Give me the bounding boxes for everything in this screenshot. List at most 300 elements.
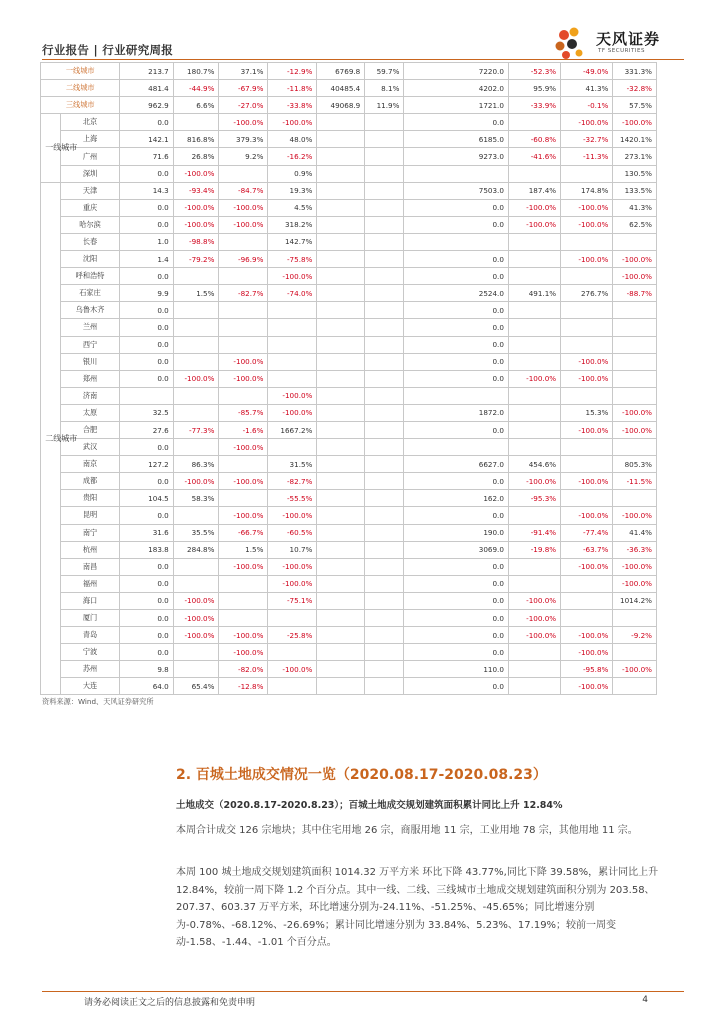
table-row xyxy=(41,165,657,182)
table-row xyxy=(41,370,657,387)
table-cell: -100.0% xyxy=(219,473,268,490)
table-cell xyxy=(365,285,404,302)
table-cell: 7503.0 xyxy=(404,182,508,199)
table-cell: 174.8% xyxy=(561,182,613,199)
table-cell: -100.0% xyxy=(613,661,657,678)
table-cell: -95.3% xyxy=(508,490,560,507)
table-cell: -100.0% xyxy=(508,216,560,233)
table-cell xyxy=(404,233,508,250)
table-cell: -75.1% xyxy=(268,592,317,609)
table-cell: -100.0% xyxy=(173,165,219,182)
table-cell: -100.0% xyxy=(268,404,317,421)
table-cell: -100.0% xyxy=(219,627,268,644)
section-title: 2. 百城土地成交情况一览（2020.08.17-2020.08.23） xyxy=(176,767,547,783)
table-cell: 127.2 xyxy=(120,456,173,473)
table-cell: -100.0% xyxy=(613,404,657,421)
city-land-table xyxy=(40,62,657,695)
table-cell xyxy=(317,251,365,268)
table-cell xyxy=(317,148,365,165)
table-cell: 9.2% xyxy=(219,148,268,165)
table-cell: -82.0% xyxy=(219,661,268,678)
logo-subtitle: TF SECURITIES xyxy=(598,48,645,54)
row-city-label: 西宁 xyxy=(60,336,120,353)
table-cell: -100.0% xyxy=(561,558,613,575)
table-cell: 9273.0 xyxy=(404,148,508,165)
table-cell xyxy=(365,370,404,387)
table-cell xyxy=(365,644,404,661)
table-cell: -85.7% xyxy=(219,404,268,421)
table-cell: 0.0 xyxy=(404,251,508,268)
table-cell: -25.8% xyxy=(268,627,317,644)
table-cell xyxy=(317,661,365,678)
table-cell: -100.0% xyxy=(508,627,560,644)
table-row xyxy=(41,456,657,473)
table-cell: 41.3% xyxy=(613,199,657,216)
table-cell xyxy=(173,439,219,456)
table-cell: 0.0 xyxy=(404,507,508,524)
table-row xyxy=(41,627,657,644)
table-cell: -100.0% xyxy=(219,644,268,661)
table-cell: -32.7% xyxy=(561,131,613,148)
table-cell xyxy=(508,558,560,575)
table-cell xyxy=(365,558,404,575)
table-cell xyxy=(365,473,404,490)
table-cell: 0.0 xyxy=(404,575,508,592)
table-cell: -100.0% xyxy=(268,114,317,131)
table-cell xyxy=(173,387,219,404)
table-cell xyxy=(317,439,365,456)
row-city-label: 杭州 xyxy=(60,541,120,558)
table-cell: 187.4% xyxy=(508,182,560,199)
table-cell: -82.7% xyxy=(219,285,268,302)
table-row xyxy=(41,387,657,404)
table-row xyxy=(41,439,657,456)
table-cell: -100.0% xyxy=(173,370,219,387)
table-cell: 0.0 xyxy=(404,216,508,233)
table-cell xyxy=(317,644,365,661)
table-cell xyxy=(508,661,560,678)
table-cell xyxy=(317,336,365,353)
logo-name: 天风证券 xyxy=(596,30,661,48)
table-row xyxy=(41,302,657,319)
row-city-label: 昆明 xyxy=(60,507,120,524)
table-row xyxy=(41,490,657,507)
table-cell xyxy=(219,336,268,353)
table-row xyxy=(41,251,657,268)
table-cell xyxy=(613,439,657,456)
table-cell: 0.0 xyxy=(120,336,173,353)
table-cell: -100.0% xyxy=(613,268,657,285)
table-cell: -100.0% xyxy=(613,558,657,575)
table-cell: 15.3% xyxy=(561,404,613,421)
table-cell: 7220.0 xyxy=(404,63,508,80)
table-row xyxy=(41,148,657,165)
row-city-label: 一线城市 xyxy=(41,63,120,80)
table-cell: -60.8% xyxy=(508,131,560,148)
table-cell xyxy=(317,610,365,627)
table-cell xyxy=(561,233,613,250)
table-row xyxy=(41,114,657,131)
row-city-label: 济南 xyxy=(60,387,120,404)
table-row xyxy=(41,421,657,438)
table-cell xyxy=(317,131,365,148)
table-cell: 0.9% xyxy=(268,165,317,182)
table-cell xyxy=(365,199,404,216)
table-cell xyxy=(268,610,317,627)
table-row xyxy=(41,592,657,609)
table-cell xyxy=(561,610,613,627)
table-cell: 284.8% xyxy=(173,541,219,558)
table-cell: 0.0 xyxy=(120,353,173,370)
table-cell: 1.0 xyxy=(120,233,173,250)
table-cell: -100.0% xyxy=(219,114,268,131)
table-cell xyxy=(317,182,365,199)
row-city-label: 长春 xyxy=(60,233,120,250)
row-city-label: 郑州 xyxy=(60,370,120,387)
table-row xyxy=(41,404,657,421)
table-row xyxy=(41,353,657,370)
table-cell: -100.0% xyxy=(508,370,560,387)
table-cell: -100.0% xyxy=(219,216,268,233)
table-cell xyxy=(613,233,657,250)
table-cell: -91.4% xyxy=(508,524,560,541)
table-cell: 26.8% xyxy=(173,148,219,165)
table-cell: 6185.0 xyxy=(404,131,508,148)
table-cell: -1.6% xyxy=(219,421,268,438)
table-cell: 0.0 xyxy=(404,319,508,336)
table-cell xyxy=(317,558,365,575)
table-cell: -100.0% xyxy=(219,370,268,387)
row-city-label: 太原 xyxy=(60,404,120,421)
row-city-label: 北京 xyxy=(60,114,120,131)
table-row xyxy=(41,233,657,250)
table-cell: -67.9% xyxy=(219,80,268,97)
table-cell: -93.4% xyxy=(173,182,219,199)
table-row xyxy=(41,182,657,199)
table-cell: -100.0% xyxy=(508,473,560,490)
table-cell xyxy=(508,404,560,421)
table-cell: 95.9% xyxy=(508,80,560,97)
table-cell: 0.0 xyxy=(120,644,173,661)
row-city-label: 成都 xyxy=(60,473,120,490)
table-cell: 1721.0 xyxy=(404,97,508,114)
table-row xyxy=(41,80,657,97)
table-cell xyxy=(561,319,613,336)
table-cell: 0.0 xyxy=(120,216,173,233)
table-cell: -11.5% xyxy=(613,473,657,490)
table-cell: -100.0% xyxy=(613,575,657,592)
table-cell xyxy=(365,336,404,353)
table-cell xyxy=(219,268,268,285)
table-cell: -0.1% xyxy=(561,97,613,114)
table-cell xyxy=(317,233,365,250)
row-city-label: 青岛 xyxy=(60,627,120,644)
table-cell xyxy=(508,678,560,695)
table-cell: 962.9 xyxy=(120,97,173,114)
table-cell: 1.5% xyxy=(219,541,268,558)
table-row xyxy=(41,63,657,80)
table-cell: 0.0 xyxy=(120,370,173,387)
table-cell: -75.8% xyxy=(268,251,317,268)
row-city-label: 贵阳 xyxy=(60,490,120,507)
table-cell xyxy=(317,456,365,473)
source-note: 资料来源：Wind、天风证券研究所 xyxy=(42,697,154,706)
table-cell xyxy=(173,661,219,678)
table-cell xyxy=(365,148,404,165)
table-cell: -11.3% xyxy=(561,148,613,165)
table-cell xyxy=(561,302,613,319)
table-cell: 11.9% xyxy=(365,97,404,114)
table-cell: -100.0% xyxy=(508,592,560,609)
table-cell xyxy=(219,302,268,319)
table-cell: 31.5% xyxy=(268,456,317,473)
table-cell xyxy=(365,268,404,285)
table-cell xyxy=(365,541,404,558)
row-city-label: 三线城市 xyxy=(41,97,120,114)
table-row xyxy=(41,678,657,695)
table-cell: 31.6 xyxy=(120,524,173,541)
table-cell: -100.0% xyxy=(268,558,317,575)
table-cell xyxy=(404,439,508,456)
group-label xyxy=(41,182,78,695)
table-cell: 0.0 xyxy=(404,558,508,575)
table-cell: 0.0 xyxy=(404,644,508,661)
table-cell: -33.9% xyxy=(508,97,560,114)
table-cell xyxy=(365,404,404,421)
table-cell: 454.6% xyxy=(508,456,560,473)
table-cell: 48.0% xyxy=(268,131,317,148)
table-cell xyxy=(317,114,365,131)
row-city-label: 银川 xyxy=(60,353,120,370)
table-cell xyxy=(613,678,657,695)
table-cell xyxy=(317,627,365,644)
table-cell: -44.9% xyxy=(173,80,219,97)
table-cell xyxy=(508,439,560,456)
table-cell: 6769.8 xyxy=(317,63,365,80)
table-cell: 0.0 xyxy=(404,421,508,438)
table-cell: -9.2% xyxy=(613,627,657,644)
table-cell xyxy=(508,575,560,592)
table-cell: -95.8% xyxy=(561,661,613,678)
table-cell: 8.1% xyxy=(365,80,404,97)
table-cell xyxy=(219,610,268,627)
table-cell xyxy=(365,421,404,438)
table-cell xyxy=(317,319,365,336)
table-cell: -77.3% xyxy=(173,421,219,438)
table-cell: 1420.1% xyxy=(613,131,657,148)
table-cell: 0.0 xyxy=(404,199,508,216)
table-cell xyxy=(508,421,560,438)
table-cell: -16.2% xyxy=(268,148,317,165)
table-cell: 162.0 xyxy=(404,490,508,507)
table-cell: 481.4 xyxy=(120,80,173,97)
table-cell xyxy=(613,387,657,404)
table-cell xyxy=(219,575,268,592)
table-cell: -100.0% xyxy=(561,353,613,370)
table-cell xyxy=(317,199,365,216)
table-cell: 40485.4 xyxy=(317,80,365,97)
table-cell xyxy=(561,490,613,507)
table-cell xyxy=(365,627,404,644)
table-cell xyxy=(219,592,268,609)
table-cell xyxy=(268,353,317,370)
table-cell: -100.0% xyxy=(219,353,268,370)
table-cell: 19.3% xyxy=(268,182,317,199)
table-cell xyxy=(317,541,365,558)
table-cell xyxy=(365,678,404,695)
table-cell: 0.0 xyxy=(120,473,173,490)
table-cell xyxy=(268,678,317,695)
table-cell xyxy=(268,319,317,336)
table-cell: -100.0% xyxy=(219,507,268,524)
table-cell: 0.0 xyxy=(120,575,173,592)
table-row xyxy=(41,644,657,661)
table-cell: -100.0% xyxy=(561,199,613,216)
table-cell: 64.0 xyxy=(120,678,173,695)
table-cell: 2524.0 xyxy=(404,285,508,302)
table-cell xyxy=(317,165,365,182)
table-cell: -32.8% xyxy=(613,80,657,97)
table-cell: 142.7% xyxy=(268,233,317,250)
table-cell xyxy=(173,114,219,131)
table-cell: -100.0% xyxy=(268,268,317,285)
table-cell xyxy=(365,216,404,233)
table-cell: -60.5% xyxy=(268,524,317,541)
table-cell: 4.5% xyxy=(268,199,317,216)
table-cell: -100.0% xyxy=(508,610,560,627)
table-row xyxy=(41,268,657,285)
table-cell: -100.0% xyxy=(561,507,613,524)
table-row xyxy=(41,541,657,558)
table-cell: -41.6% xyxy=(508,148,560,165)
table-cell: -100.0% xyxy=(561,251,613,268)
table-cell: 9.8 xyxy=(120,661,173,678)
table-cell xyxy=(365,302,404,319)
footer-divider xyxy=(42,991,684,992)
table-cell: -88.7% xyxy=(613,285,657,302)
row-city-label: 广州 xyxy=(60,148,120,165)
row-city-label: 沈阳 xyxy=(60,251,120,268)
row-city-label: 哈尔滨 xyxy=(60,216,120,233)
row-city-label: 乌鲁木齐 xyxy=(60,302,120,319)
table-cell: 0.0 xyxy=(404,610,508,627)
table-cell: 213.7 xyxy=(120,63,173,80)
table-cell: 62.5% xyxy=(613,216,657,233)
table-cell: 58.3% xyxy=(173,490,219,507)
table-cell: -100.0% xyxy=(173,199,219,216)
table-cell xyxy=(268,302,317,319)
row-city-label: 二线城市 xyxy=(41,80,120,97)
table-cell xyxy=(365,319,404,336)
table-cell: -100.0% xyxy=(173,216,219,233)
table-cell xyxy=(508,165,560,182)
table-cell: -100.0% xyxy=(613,114,657,131)
table-cell: -98.8% xyxy=(173,233,219,250)
table-cell xyxy=(561,456,613,473)
table-cell: 180.7% xyxy=(173,63,219,80)
table-cell xyxy=(365,490,404,507)
table-cell xyxy=(561,165,613,182)
table-cell: 0.0 xyxy=(120,592,173,609)
table-cell xyxy=(508,114,560,131)
table-cell: 0.0 xyxy=(120,627,173,644)
table-cell: -100.0% xyxy=(219,439,268,456)
table-cell: 0.0 xyxy=(404,678,508,695)
row-city-label: 宁波 xyxy=(60,644,120,661)
table-cell xyxy=(613,610,657,627)
table-cell: 0.0 xyxy=(120,507,173,524)
table-cell: 183.8 xyxy=(120,541,173,558)
table-cell: 27.6 xyxy=(120,421,173,438)
table-cell xyxy=(508,644,560,661)
table-cell: -100.0% xyxy=(173,610,219,627)
table-cell xyxy=(317,473,365,490)
table-cell: 3069.0 xyxy=(404,541,508,558)
table-cell: 0.0 xyxy=(404,370,508,387)
table-cell xyxy=(219,387,268,404)
table-cell: 805.3% xyxy=(613,456,657,473)
table-row xyxy=(41,473,657,490)
table-row xyxy=(41,558,657,575)
row-city-label: 兰州 xyxy=(60,319,120,336)
table-cell xyxy=(561,575,613,592)
table-cell: -100.0% xyxy=(561,421,613,438)
report-header-title: 行业报告 | 行业研究周报 xyxy=(42,43,174,57)
table-cell: 49068.9 xyxy=(317,97,365,114)
table-cell xyxy=(317,490,365,507)
row-city-label: 武汉 xyxy=(60,439,120,456)
table-cell xyxy=(317,575,365,592)
table-cell xyxy=(508,387,560,404)
table-cell: -100.0% xyxy=(268,575,317,592)
table-cell xyxy=(268,439,317,456)
table-row xyxy=(41,199,657,216)
table-cell: 10.7% xyxy=(268,541,317,558)
table-cell: 0.0 xyxy=(120,439,173,456)
table-cell: 0.0 xyxy=(120,610,173,627)
table-cell: -12.9% xyxy=(268,63,317,80)
table-cell: 59.7% xyxy=(365,63,404,80)
table-cell xyxy=(219,490,268,507)
table-cell: -100.0% xyxy=(268,661,317,678)
table-cell: 0.0 xyxy=(404,627,508,644)
table-cell xyxy=(317,353,365,370)
table-cell xyxy=(365,114,404,131)
table-cell: -77.4% xyxy=(561,524,613,541)
table-cell: -100.0% xyxy=(561,473,613,490)
table-cell xyxy=(561,592,613,609)
table-cell xyxy=(365,131,404,148)
table-cell: 0.0 xyxy=(404,336,508,353)
table-cell xyxy=(613,302,657,319)
table-cell xyxy=(613,370,657,387)
table-cell: -100.0% xyxy=(613,421,657,438)
table-cell xyxy=(365,439,404,456)
table-cell xyxy=(404,387,508,404)
table-cell: 1.4 xyxy=(120,251,173,268)
row-city-label: 合肥 xyxy=(60,421,120,438)
table-cell: -100.0% xyxy=(268,387,317,404)
table-cell xyxy=(365,575,404,592)
table-cell: 491.1% xyxy=(508,285,560,302)
table-cell: 0.0 xyxy=(404,592,508,609)
table-cell xyxy=(508,507,560,524)
table-cell xyxy=(365,456,404,473)
table-cell xyxy=(561,387,613,404)
table-cell: 41.4% xyxy=(613,524,657,541)
table-cell: -100.0% xyxy=(561,627,613,644)
table-row xyxy=(41,610,657,627)
